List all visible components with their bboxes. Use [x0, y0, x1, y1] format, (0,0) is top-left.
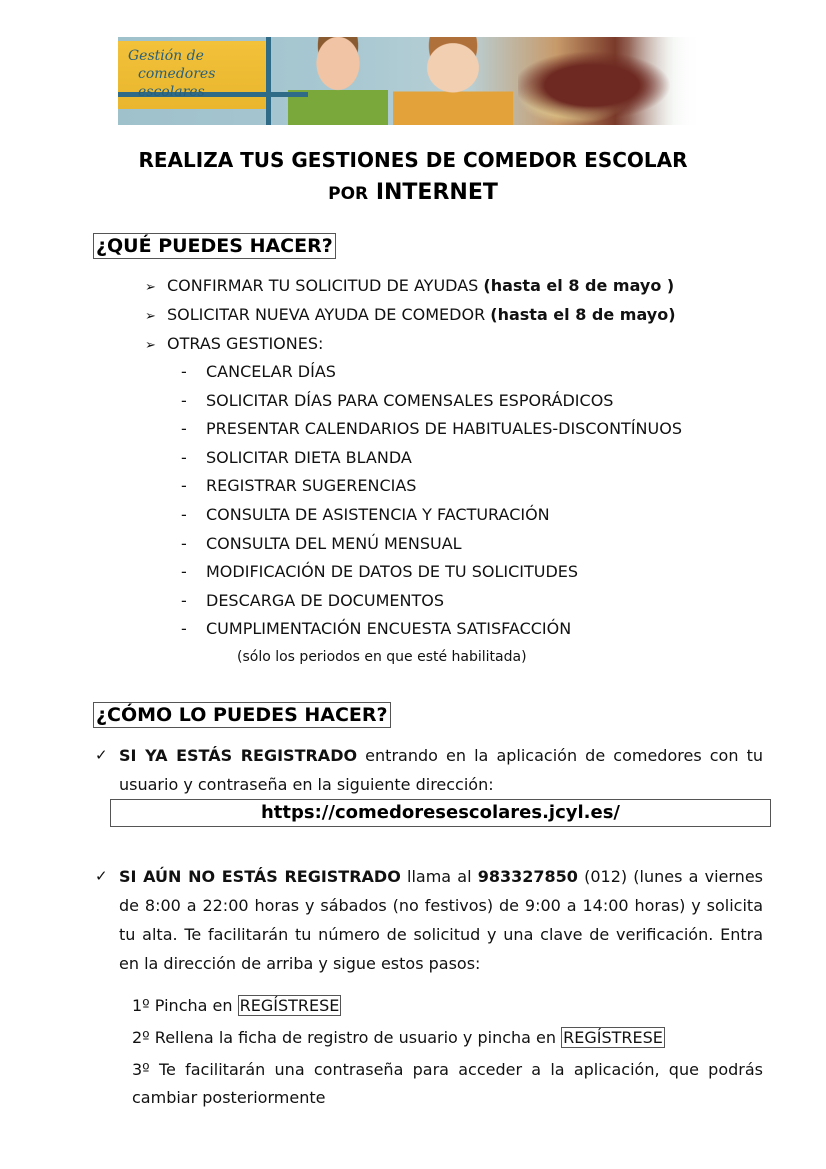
registrese-button-ref: REGÍSTRESE — [239, 996, 340, 1015]
registrese-button-ref: REGÍSTRESE — [563, 1028, 663, 1047]
sub-list-item: - REGISTRAR SUGERENCIAS — [181, 476, 417, 495]
logo-line-2: comedores escolares — [138, 66, 216, 100]
header-banner — [118, 37, 703, 125]
arrow-bullet-icon: ➢ — [145, 280, 156, 295]
list-item: ➢ SOLICITAR NUEVA AYUDA DE COMEDOR (hasta el 8 de mayo) — [145, 305, 676, 324]
section-heading-que-puedes-hacer: ¿QUÉ PUEDES HACER? — [93, 233, 336, 259]
arrow-bullet-icon: ➢ — [145, 309, 156, 324]
title-por: POR — [328, 184, 369, 204]
step-3: 3º Te facilitarán una contraseña para acceder a la aplicación, que podrás cambiar posteriormente — [132, 1060, 763, 1107]
registered-paragraph: ✓ SI YA ESTÁS REGISTRADO entrando en la aplicación de comedores con tu usuario y contraseña en la siguiente dirección: — [95, 741, 763, 799]
sub-list-item: - PRESENTAR CALENDARIOS DE HABITUALES-DISCONTÍNUOS — [181, 419, 682, 438]
sub-list-item: - SOLICITAR DÍAS PARA COMENSALES ESPORÁDICOS — [181, 391, 614, 410]
banner-logo — [128, 47, 268, 101]
page-title-line-1: REALIZA TUS GESTIONES DE COMEDOR ESCOLAR — [138, 148, 688, 172]
checkmark-icon: ✓ — [95, 746, 108, 764]
sub-list-item: - CONSULTA DE ASISTENCIA Y FACTURACIÓN — [181, 505, 550, 524]
sub-list-item: - DESCARGA DE DOCUMENTOS — [181, 591, 444, 610]
logo-line-1: Gestión de — [128, 48, 204, 64]
title-internet: INTERNET — [375, 180, 498, 205]
banner-child-photo-1 — [288, 37, 388, 125]
banner-child-photo-2 — [393, 37, 513, 125]
sub-list-item: - MODIFICACIÓN DE DATOS DE TU SOLICITUDES — [181, 562, 579, 581]
list-item: ➢ OTRAS GESTIONES: — [145, 334, 324, 353]
arrow-bullet-icon: ➢ — [145, 338, 156, 353]
step-1: 1º Pincha en REGÍSTRESE — [132, 996, 340, 1015]
list-item: ➢ CONFIRMAR TU SOLICITUD DE AYUDAS (hasta el 8 de mayo ) — [145, 276, 675, 295]
sub-list-item: - CUMPLIMENTACIÓN ENCUESTA SATISFACCIÓN — [181, 619, 572, 638]
section-heading-como-lo-puedes-hacer: ¿CÓMO LO PUEDES HACER? — [93, 702, 391, 728]
sub-list-item: - CANCELAR DÍAS — [181, 362, 336, 381]
step-2: 2º Rellena la ficha de registro de usuario y pincha en REGÍSTRESE — [132, 1028, 663, 1047]
app-url-link[interactable]: https://comedoresescolares.jcyl.es/ — [110, 799, 771, 827]
not-registered-paragraph: ✓ SI AÚN NO ESTÁS REGISTRADO llama al 983327850 (012) (lunes a viernes de 8:00 a 22:00 horas y sábados (no festivos) de 9:00 a 14:00 horas) y solicita tu alta. Te facilitarán tu número de solicitud y una clave de verificación. Entra en la dirección de arriba y sigue estos pasos: — [95, 862, 763, 978]
sub-list-item: - SOLICITAR DIETA BLANDA — [181, 448, 412, 467]
checkmark-icon: ✓ — [95, 867, 108, 885]
page-title-line-2 — [0, 180, 826, 205]
sub-list-item: - CONSULTA DEL MENÚ MENSUAL — [181, 534, 462, 553]
survey-note: (sólo los periodos en que esté habilitada) — [237, 649, 527, 665]
banner-food-photo — [518, 37, 703, 125]
phone-number: 983327850 — [477, 867, 578, 886]
